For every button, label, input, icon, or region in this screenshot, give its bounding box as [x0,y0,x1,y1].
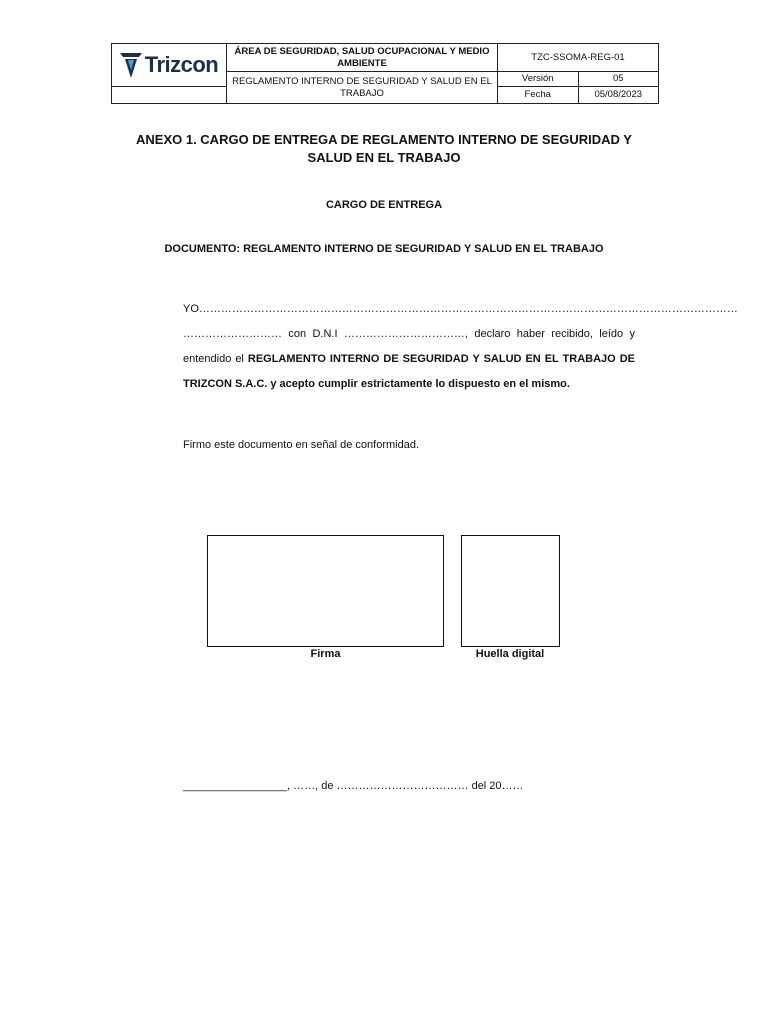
declaration-text: YO………………………………………………………………………………………………………………………………… ……………………… con D.N.I ……………………………, declaro haber recibido, leído y entendido el [183,303,738,365]
header-table [111,43,659,104]
declaration-paragraph [183,297,738,397]
brand-name: Trizcon [144,52,219,77]
trizcon-logo-icon [120,51,142,79]
area-title: ÁREA DE SEGURIDAD, SALUD OCUPACIONAL Y MEDIO AMBIENTE [227,44,498,72]
annex-title: ANEXO 1. CARGO DE ENTREGA DE REGLAMENTO INTERNO DE SEGURIDAD Y SALUD EN EL TRABAJO [136,132,632,165]
version-value: 05 [578,72,659,87]
logo-cell-bottom [112,87,227,104]
signature-box [207,535,444,647]
document-line: DOCUMENTO: REGLAMENTO INTERNO DE SEGURIDAD Y SALUD EN EL TRABAJO [164,243,604,255]
signing-note: Firmo este documento en señal de conformidad. [183,439,420,451]
fingerprint-label: Huella digital [475,648,545,660]
document-title: REGLAMENTO INTERNO DE SEGURIDAD Y SALUD EN EL TRABAJO [227,72,498,104]
declaration-bold-text: REGLAMENTO INTERNO DE SEGURIDAD Y SALUD EN EL TRABAJO DE TRIZCON S.A.C. y acepto cumplir estrictamente lo dispuesto en el mismo. [183,353,636,390]
document-code: TZC-SSOMA-REG-01 [498,44,659,72]
logo-cell [112,44,227,87]
signature-label: Firma [310,648,341,660]
date-label: Fecha [498,87,579,104]
date-value: 05/08/2023 [578,87,659,104]
fingerprint-box [461,535,560,647]
version-label: Versión [498,72,579,87]
date-line: _________________, ……, de ……………………………… del 20…… [183,780,524,792]
subtitle: CARGO DE ENTREGA [325,199,443,211]
logo [112,51,226,79]
